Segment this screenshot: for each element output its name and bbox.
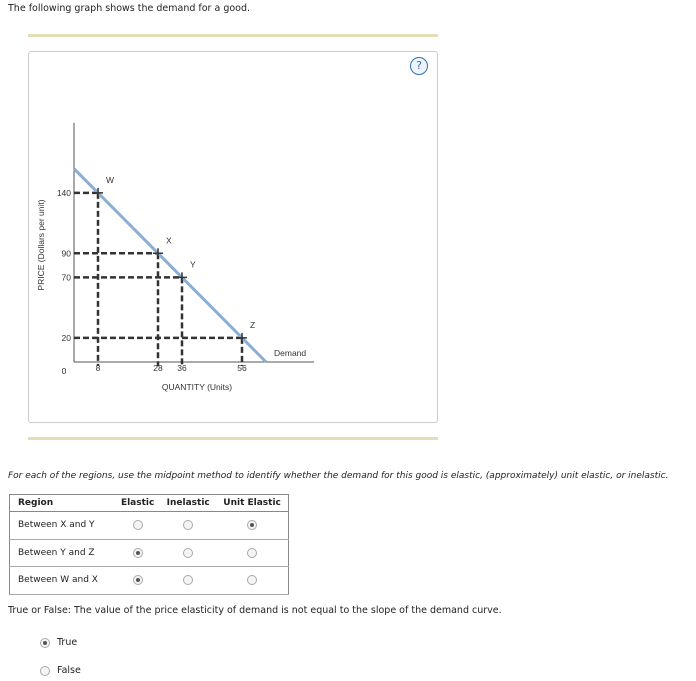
instructions: For each of the regions, use the midpoint method to identify whether the demand for this good is elastic, (approximately) unit elastic, or inelastic. <box>8 471 669 481</box>
region-label: Between X and Y <box>10 512 116 540</box>
radio-cell <box>216 512 288 540</box>
y-axis-label: PRICE (Dollars per unit) <box>36 199 46 291</box>
radio-cell <box>160 539 216 567</box>
region-label: Between W and X <box>10 567 116 595</box>
column-header: Inelastic <box>160 495 216 512</box>
radio-inelastic[interactable] <box>183 575 193 585</box>
point-label: Z <box>250 319 256 330</box>
radio-button[interactable] <box>40 666 50 676</box>
option-false[interactable] <box>40 665 81 676</box>
x-tick-label: 28 <box>153 363 163 373</box>
table-row <box>10 567 289 595</box>
y-tick-label: 140 <box>56 187 71 198</box>
column-header: Elastic <box>115 495 160 512</box>
point-label: Y <box>190 259 196 270</box>
point-label: X <box>166 235 172 246</box>
y-tick-label: 70 <box>61 272 71 283</box>
radio-cell <box>115 512 160 540</box>
column-header: Region <box>10 495 116 512</box>
radio-unit-elastic[interactable] <box>247 575 257 585</box>
radio-cell <box>115 567 160 595</box>
radio-unit-elastic[interactable] <box>247 548 257 558</box>
table-row <box>10 539 289 567</box>
option-label: True <box>57 637 78 648</box>
true-false-question: True or False: The value of the price elasticity of demand is not equal to the slope of the demand curve. <box>8 605 502 616</box>
x-tick-label: 36 <box>177 363 187 373</box>
point-label: W <box>106 174 115 185</box>
radio-elastic[interactable] <box>133 520 143 530</box>
legend-demand: Demand <box>274 348 307 358</box>
radio-elastic[interactable] <box>133 575 143 585</box>
origin-label: 0 <box>61 366 67 376</box>
demand-curve <box>74 169 266 362</box>
option-label: False <box>57 665 81 676</box>
x-tick-label: 56 <box>237 363 247 373</box>
radio-cell <box>160 567 216 595</box>
table-row <box>10 512 289 540</box>
y-tick-label: 20 <box>61 332 71 343</box>
elasticity-table <box>9 494 289 595</box>
x-axis-label: QUANTITY (Units) <box>161 382 233 392</box>
x-tick-label: 8 <box>95 363 101 373</box>
radio-inelastic[interactable] <box>183 520 193 530</box>
region-label: Between Y and Z <box>10 539 116 567</box>
radio-cell <box>115 539 160 567</box>
help-icon[interactable]: ? <box>410 57 428 75</box>
radio-elastic[interactable] <box>133 548 143 558</box>
intro-text: The following graph shows the demand for a good. <box>8 3 251 14</box>
radio-button[interactable] <box>40 638 50 648</box>
radio-cell <box>216 539 288 567</box>
radio-cell <box>216 567 288 595</box>
radio-cell <box>160 512 216 540</box>
column-header: Unit Elastic <box>216 495 288 512</box>
radio-unit-elastic[interactable] <box>247 520 257 530</box>
option-true[interactable] <box>40 637 77 648</box>
divider <box>28 437 438 440</box>
y-tick-label: 90 <box>61 248 71 259</box>
radio-inelastic[interactable] <box>183 548 193 558</box>
